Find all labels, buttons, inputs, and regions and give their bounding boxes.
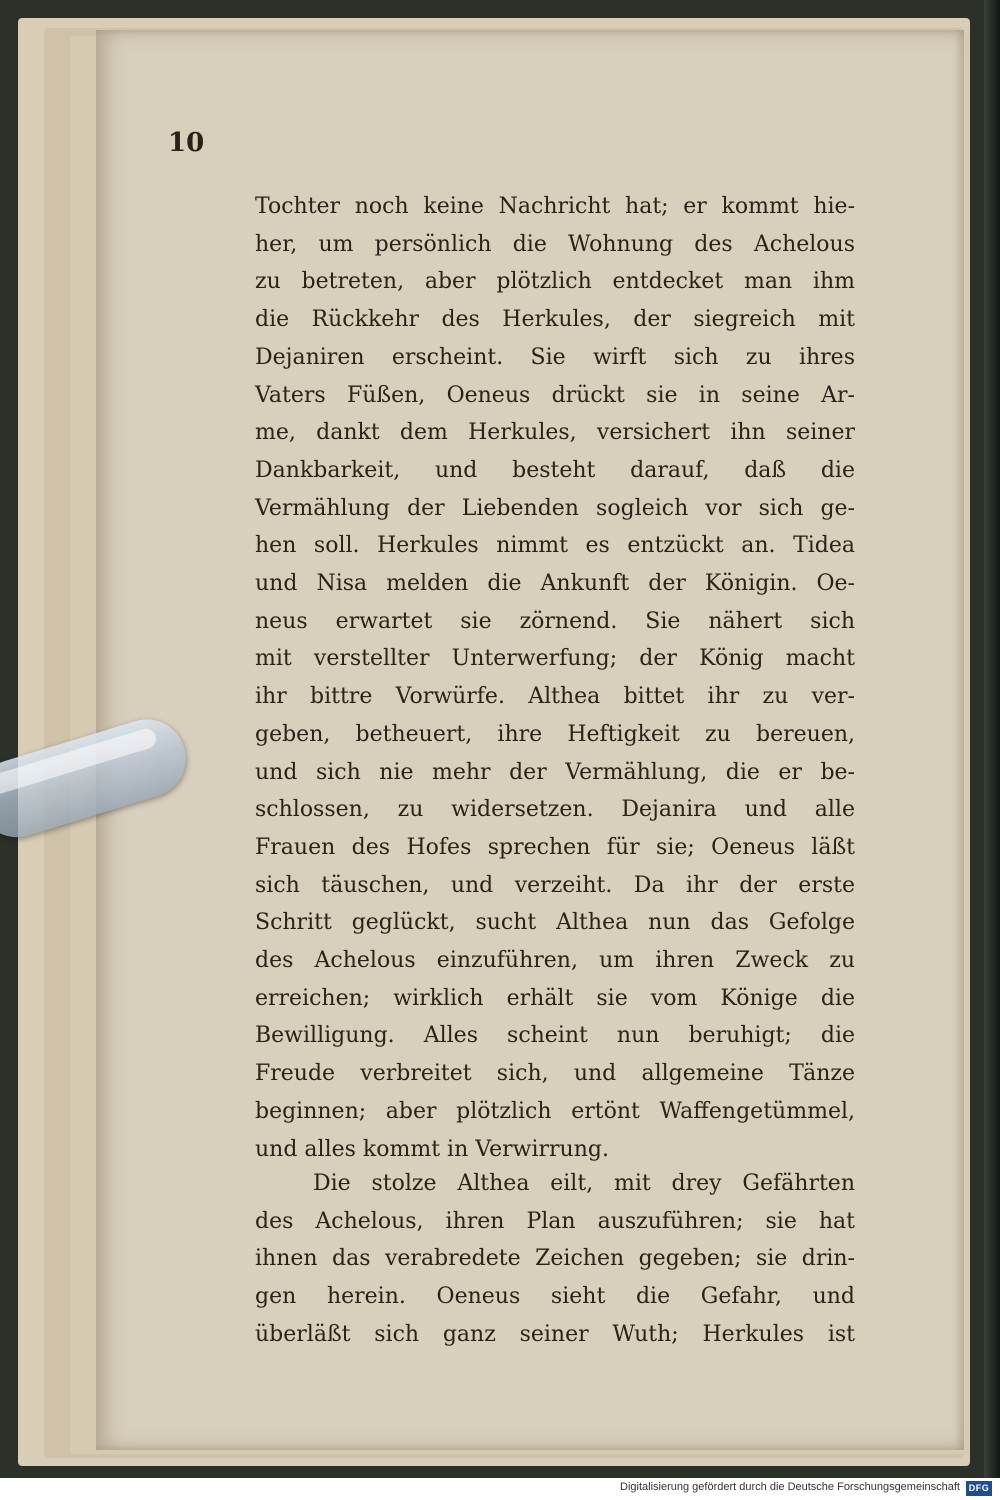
text-line: gen herein. Oeneus sieht die Gefahr, und — [255, 1284, 855, 1310]
text-line: Dejaniren erscheint. Sie wirft sich zu ihres — [255, 344, 855, 370]
text-line: und alles kommt in Verwirrung. — [255, 1136, 609, 1162]
text-line: Vaters Füßen, Oeneus drückt sie in seine Ar- — [255, 382, 855, 408]
paragraph-2 — [255, 1165, 855, 1354]
text-line: erreichen; wirklich erhält sie vom Könige die — [255, 985, 855, 1011]
text-line: und sich nie mehr der Vermählung, die er be- — [255, 759, 855, 785]
text-line: Tochter noch keine Nachricht hat; er kommt hie- — [255, 194, 855, 219]
text-line: me, dankt dem Herkules, versichert ihn seiner — [255, 420, 855, 446]
text-line: her, um persönlich die Wohnung des Achelous — [255, 231, 855, 257]
paragraph-1 — [255, 188, 855, 1168]
text-line: Bewilligung. Alles scheint nun beruhigt; die — [255, 1023, 855, 1049]
footer-credit-text: Digitalisierung gefördert durch die Deutsche Forschungsgemeinschaft — [620, 1481, 960, 1493]
dfg-logo-icon: DFG — [966, 1481, 992, 1496]
book-edge-shadow — [984, 0, 1000, 1478]
text-line: des Achelous einzuführen, um ihren Zweck zu — [255, 948, 855, 974]
text-line: ihr bittre Vorwürfe. Althea bittet ihr zu ver- — [255, 684, 855, 710]
page-number: 10 — [168, 128, 205, 158]
text-line: geben, betheuert, ihre Heftigkeit zu bereuen, — [255, 721, 855, 747]
footer-bar — [0, 1478, 1000, 1500]
text-line: schlossen, zu widersetzen. Dejanira und alle — [255, 797, 855, 823]
text-line: überläßt sich ganz seiner Wuth; Herkules ist — [255, 1321, 855, 1347]
text-line: Frauen des Hofes sprechen für sie; Oeneus läßt — [255, 834, 855, 860]
text-line: neus erwartet sie zörnend. Sie nähert sich — [255, 608, 855, 634]
text-line: Dankbarkeit, und besteht darauf, daß die — [255, 457, 855, 483]
text-line: ihnen das verabredete Zeichen gegeben; sie drin- — [255, 1246, 855, 1272]
text-line: sich täuschen, und verzeiht. Da ihr der erste — [255, 872, 855, 898]
text-line: des Achelous, ihren Plan auszuführen; sie hat — [255, 1208, 855, 1234]
text-line: beginnen; aber plötzlich ertönt Waffengetümmel, — [255, 1098, 855, 1124]
text-line: hen soll. Herkules nimmt es entzückt an. Tidea — [255, 533, 855, 559]
text-line: Freude verbreitet sich, und allgemeine Tänze — [255, 1061, 855, 1087]
text-line: mit verstellter Unterwerfung; der König macht — [255, 646, 855, 672]
text-line: Die stolze Althea eilt, mit drey Gefährten — [313, 1171, 855, 1196]
text-line: die Rückkehr des Herkules, der siegreich mit — [255, 307, 855, 333]
text-line: Vermählung der Liebenden sogleich vor sich ge- — [255, 495, 855, 521]
text-line: und Nisa melden die Ankunft der Königin. Oe- — [255, 571, 855, 597]
text-line: zu betreten, aber plötzlich entdecket man ihm — [255, 269, 855, 295]
text-line: Schritt geglückt, sucht Althea nun das Gefolge — [255, 910, 855, 936]
